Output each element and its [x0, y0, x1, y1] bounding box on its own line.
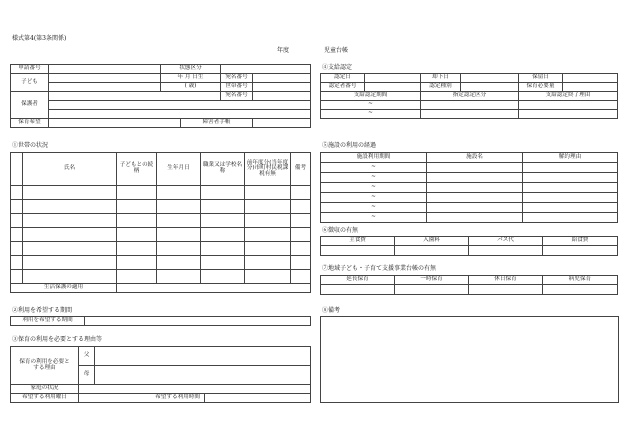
designation-header: 指定認定区分	[421, 92, 519, 101]
mother-label: 母	[79, 366, 95, 385]
temporary-care-header: 一時保育	[395, 276, 469, 285]
col-job-header: 職業又は学校名称	[201, 153, 245, 186]
section-2-title: ②利用を希望する期間	[12, 307, 73, 314]
facility-table	[320, 152, 618, 223]
childcare-wish-field[interactable]	[49, 119, 181, 128]
period-label: 利用を希望する期間	[11, 317, 85, 326]
guardian-field-2[interactable]	[49, 101, 311, 110]
table-row	[11, 256, 311, 270]
table-row: ~	[321, 101, 618, 110]
col-note-header: 備考	[291, 153, 311, 186]
cert-number-label: 認定者番号	[321, 83, 365, 92]
extended-care-header: 延長保育	[321, 276, 395, 285]
certification-table	[320, 73, 618, 119]
family-label: 家庭の状況	[11, 385, 79, 394]
section-4-title: ④支給認定	[322, 64, 353, 71]
child-name-field[interactable]	[49, 74, 161, 83]
table-row: ~	[321, 163, 618, 173]
table-row	[321, 246, 618, 256]
father-reason-field[interactable]	[95, 347, 311, 366]
cert-date-label: 認定日	[321, 74, 365, 83]
household-table	[10, 152, 311, 293]
section-3-title: ③保育の利用を必要とする理由等	[12, 336, 103, 343]
staple-food-header: 主食費	[321, 237, 395, 246]
time-field[interactable]	[205, 394, 311, 403]
child-name-field-2[interactable]	[49, 83, 161, 92]
welfare-label: 生活保護の適用	[11, 284, 117, 293]
admission-fee-header: 入園料	[395, 237, 469, 246]
day-label: 希望する利用曜日	[11, 394, 79, 403]
end-reason-header: 支給認定終了理由	[519, 92, 618, 101]
fees-table	[320, 236, 618, 256]
table-row	[11, 270, 311, 284]
table-row: ~	[321, 183, 618, 193]
section-6-title: ⑥徴収の有無	[322, 227, 359, 234]
guardian-field-3[interactable]	[49, 110, 311, 119]
period-field[interactable]	[85, 317, 311, 326]
cert-type-label: 認定種別	[421, 83, 461, 92]
time-label: 希望する利用時間	[79, 394, 205, 403]
guardian-field-1[interactable]	[49, 92, 221, 101]
table-row: ~	[321, 110, 618, 119]
status-label: 状態区分	[161, 65, 221, 74]
status-field[interactable]	[221, 65, 311, 74]
section-5-title: ⑤施設の利用の経過	[322, 142, 377, 149]
table-row	[11, 242, 311, 256]
reason-label: 保育の利用を必要とする理由	[11, 347, 79, 385]
col-relation-header: 子どもとの続柄	[117, 153, 157, 186]
support-table	[320, 275, 618, 295]
application-number-field[interactable]	[49, 65, 161, 74]
child-dob-field[interactable]: 年 月 日生	[161, 74, 221, 83]
hold-date-label: 保留日	[519, 74, 563, 83]
household-number-label: 世帯番号	[221, 83, 253, 92]
table-row	[321, 285, 618, 295]
address-number-field-1[interactable]	[253, 74, 311, 83]
remarks-box[interactable]	[320, 316, 619, 403]
section-8-title: ⑧備考	[322, 307, 341, 314]
welfare-field[interactable]	[117, 284, 311, 293]
table-row	[11, 186, 311, 200]
col-tax-header: 前年度分(当年度分)市町村民税課税有無	[245, 153, 291, 186]
period-table	[10, 316, 311, 326]
facility-period-header: 施設利用期間	[321, 153, 427, 163]
top-info-table	[10, 64, 311, 128]
household-number-field[interactable]	[253, 83, 311, 92]
table-row: ~	[321, 213, 618, 223]
table-row	[11, 214, 311, 228]
cancel-reason-header: 解約理由	[523, 153, 618, 163]
form-title: 児童台帳	[324, 47, 349, 54]
family-field[interactable]	[79, 385, 311, 394]
fiscal-year-label: 年度	[277, 47, 290, 54]
form-id: 様式第4(第3条関係)	[12, 35, 67, 42]
disability-handbook-field[interactable]	[253, 119, 311, 128]
mother-reason-field[interactable]	[95, 366, 311, 385]
lunch-fee-header: 給食費	[543, 237, 618, 246]
care-amount-label: 保育必要量	[519, 83, 563, 92]
col-name-header: 氏名	[23, 153, 117, 186]
col-dob-header: 生年月日	[157, 153, 201, 186]
sick-child-care-header: 病児保育	[543, 276, 618, 285]
child-age-field[interactable]: ( 歳)	[161, 83, 221, 92]
child-label: 子ども	[11, 74, 49, 92]
table-row: ~	[321, 203, 618, 213]
facility-name-header: 施設名	[427, 153, 523, 163]
holiday-care-header: 休日保育	[469, 276, 543, 285]
address-number-field-2[interactable]	[253, 92, 311, 101]
reject-date-label: 却下日	[421, 74, 461, 83]
section-7-title: ⑦地域子ども・子育て支援事業台帳の有無	[322, 265, 437, 272]
section-1-title: ①世帯の状況	[12, 142, 49, 149]
address-number-label-1: 宛名番号	[221, 74, 253, 83]
table-row	[11, 228, 311, 242]
bus-fee-header: バス代	[469, 237, 543, 246]
childcare-wish-label: 保育希望	[11, 119, 49, 128]
table-row: ~	[321, 173, 618, 183]
table-row	[11, 200, 311, 214]
cert-period-header: 支給認定期間	[321, 92, 421, 101]
father-label: 父	[79, 347, 95, 366]
reason-table	[10, 346, 311, 403]
disability-handbook-label: 障害者手帳	[181, 119, 253, 128]
application-number-label: 申請番号	[11, 65, 49, 74]
guardian-label: 保護者	[11, 92, 49, 119]
table-row: ~	[321, 193, 618, 203]
address-number-label-2: 宛名番号	[221, 92, 253, 101]
